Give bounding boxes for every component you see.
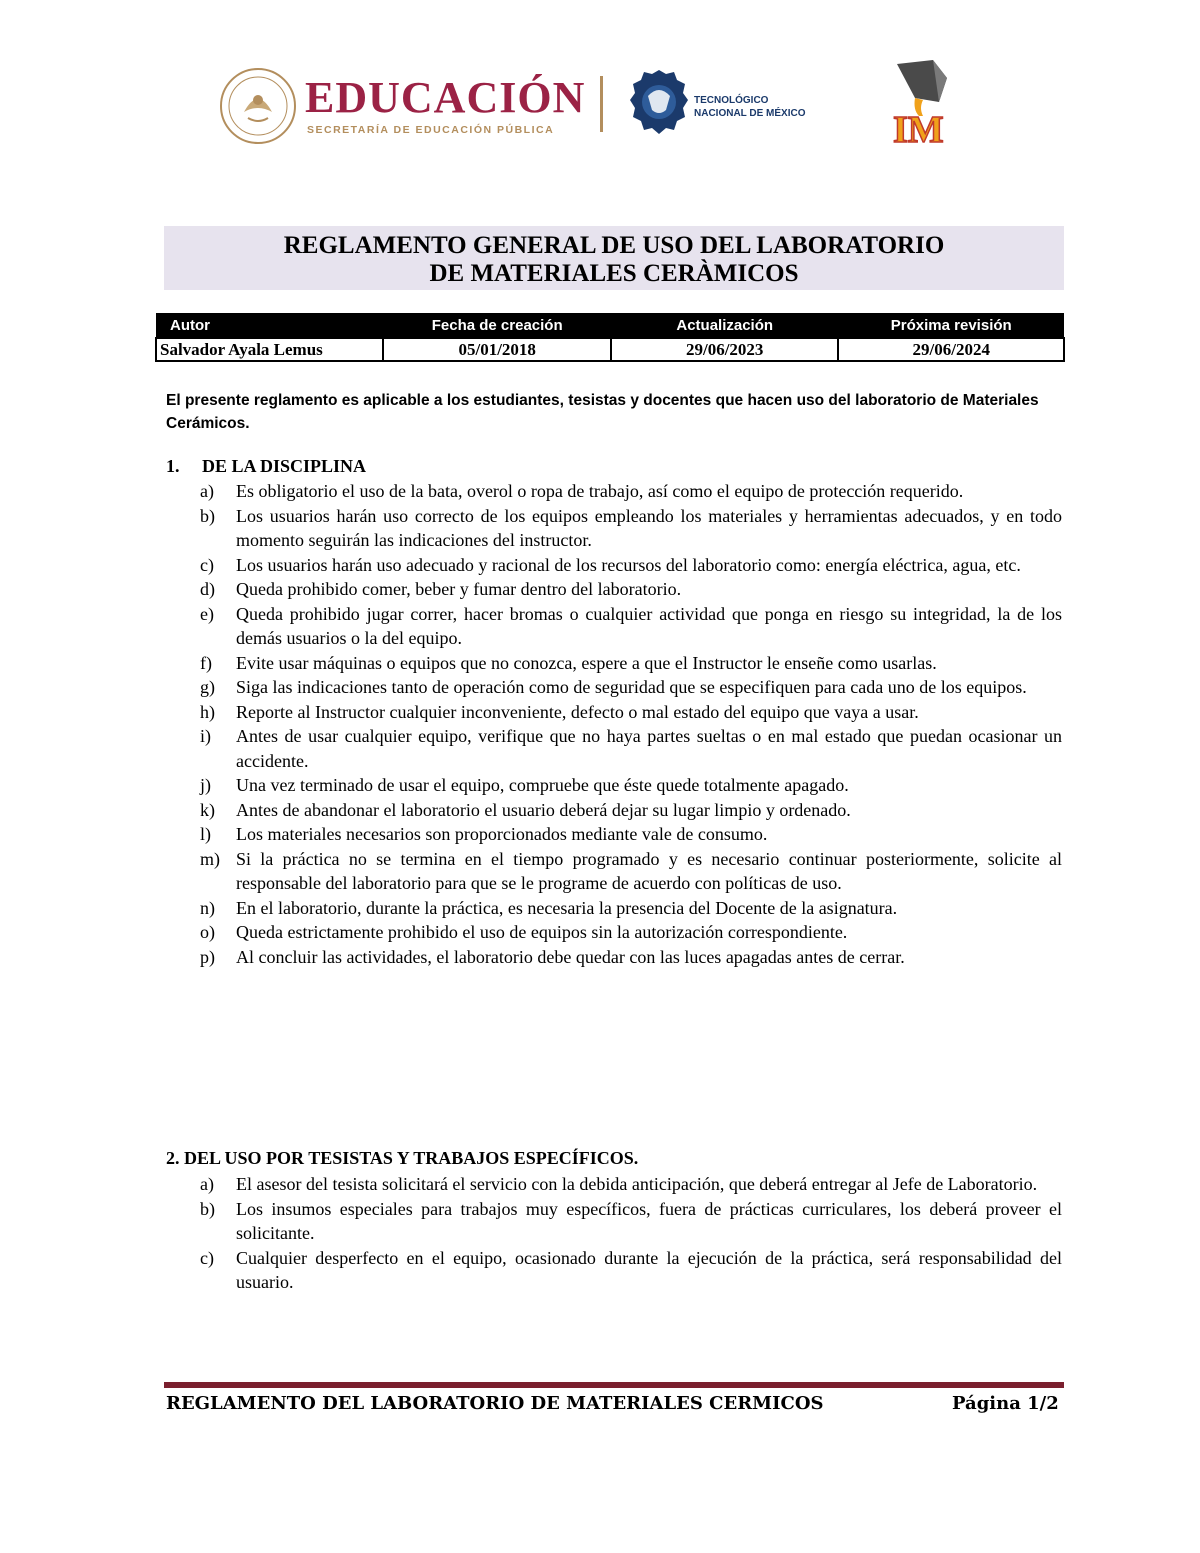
item-label: j) <box>200 775 211 795</box>
list-item <box>200 920 1062 945</box>
item-text: Los insumos especiales para trabajos muy específicos, fuera de prácticas curriculares, los deberá proveer el solicitante. <box>236 1198 1062 1243</box>
footer-title: REGLAMENTO DEL LABORATORIO DE MATERIALES CERMICOS <box>166 1393 824 1414</box>
item-label: a) <box>200 481 214 501</box>
im-department-logo-icon <box>885 58 955 148</box>
section2-heading: 2. DEL USO POR TESISTAS Y TRABAJOS ESPECÍFICOS. <box>166 1148 639 1168</box>
list-item <box>200 822 1062 847</box>
item-label: d) <box>200 579 215 599</box>
list-item <box>200 700 1062 725</box>
section1-title: DE LA DISCIPLINA <box>202 456 367 476</box>
item-text: Antes de usar cualquier equipo, verifique que no haya partes sueltas o en mal estado que puedan ocasionar un accidente. <box>236 726 1062 771</box>
item-text: Queda prohibido jugar correr, hacer bromas o cualquier actividad que ponga en riesgo su integridad, la de los demás usuarios o la del equipo. <box>236 603 1062 648</box>
item-label: n) <box>200 897 215 918</box>
item-text: El asesor del tesista solicitará el servicio con la debida anticipación, que deberá entregar al Jefe de Laboratorio. <box>236 1174 1038 1194</box>
item-text: Antes de abandonar el laboratorio el usuario deberá dejar su lugar limpio y ordenado. <box>236 799 851 820</box>
item-text: Siga las indicaciones tanto de operación como de seguridad que se especifiquen para cada uno de los equipos. <box>236 677 1027 697</box>
footer-divider <box>164 1382 1064 1388</box>
item-text: Reporte al Instructor cualquier inconveniente, defecto o mal estado del equipo que vaya a usar. <box>236 701 919 722</box>
list-item <box>200 773 1062 798</box>
item-text: Queda prohibido comer, beber y fumar dentro del laboratorio. <box>236 579 682 599</box>
item-text: Queda estrictamente prohibido el uso de equipos sin la autorización correspondiente. <box>236 922 848 942</box>
item-label: m) <box>200 848 220 869</box>
mexico-seal-icon <box>218 66 298 146</box>
value-autor: Salvador Ayala Lemus <box>156 338 383 361</box>
header-logos <box>210 58 970 158</box>
header-proxima-revision: Próxima revisión <box>838 313 1064 338</box>
item-label: k) <box>200 799 215 820</box>
item-text: Cualquier desperfecto en el equipo, ocasionado durante la ejecución de la práctica, será responsabilidad del usuario. <box>236 1247 1062 1292</box>
value-actualizacion: 29/06/2023 <box>611 338 839 361</box>
item-label: e) <box>200 603 214 624</box>
metadata-table <box>155 313 1065 362</box>
item-text: Evite usar máquinas o equipos que no conozca, espere a que el Instructor le enseñe como usarlas. <box>236 652 937 673</box>
list-item <box>200 1172 1062 1197</box>
item-label: p) <box>200 946 215 967</box>
section2-list <box>200 1172 1062 1295</box>
list-item <box>200 504 1062 553</box>
list-item <box>200 577 1062 602</box>
list-item <box>200 945 1062 970</box>
item-text: Si la práctica no se termina en el tiempo programado y es necesario continuar posteriormente, solicite al responsable del laboratorio para que se le programe de acuerdo con políticas de uso. <box>236 848 1062 893</box>
list-item <box>200 1246 1062 1295</box>
list-item <box>200 553 1062 578</box>
tecnm-gear-logo-icon <box>628 66 690 146</box>
list-item <box>200 798 1062 823</box>
item-text: Los materiales necesarios son proporcionados mediante vale de consumo. <box>236 824 768 844</box>
svg-text:IM: IM <box>893 109 944 148</box>
page-number: Página 1/2 <box>952 1393 1059 1414</box>
metadata-value-row <box>156 338 1064 361</box>
item-label: f) <box>200 652 212 673</box>
item-label: b) <box>200 1198 215 1219</box>
list-item <box>200 896 1062 921</box>
list-item <box>200 1197 1062 1246</box>
item-label: g) <box>200 677 215 697</box>
header-fecha-creacion: Fecha de creación <box>383 313 610 338</box>
list-item <box>200 479 1062 504</box>
item-text: Los usuarios harán uso correcto de los equipos empleando los materiales y herramientas adecuados, y en todo momento seguirán las indicaciones del instructor. <box>236 505 1062 550</box>
value-proxima-revision: 29/06/2024 <box>838 338 1064 361</box>
section1-heading <box>166 456 366 477</box>
document-title-band <box>164 226 1064 290</box>
list-item <box>200 675 1062 700</box>
document-title-line1: REGLAMENTO GENERAL DE USO DEL LABORATORIO <box>283 232 945 259</box>
tecnm-wordmark <box>694 94 806 120</box>
logo-divider <box>600 76 603 132</box>
section1-number: 1. <box>166 456 180 476</box>
item-text: Es obligatorio el uso de la bata, overol o ropa de trabajo, así como el equipo de protección requerido. <box>236 481 964 501</box>
item-label: c) <box>200 1247 214 1268</box>
value-fecha-creacion: 05/01/2018 <box>383 338 610 361</box>
educacion-wordmark: EDUCACIÓN <box>305 73 586 122</box>
tecnm-line2: NACIONAL DE MÉXICO <box>694 108 806 119</box>
list-item <box>200 847 1062 896</box>
tecnm-line1: TECNOLÓGICO <box>694 95 769 106</box>
list-item <box>200 602 1062 651</box>
document-title-line2: DE MATERIALES CERÀMICOS <box>429 260 799 287</box>
header-autor: Autor <box>156 313 383 338</box>
item-label: h) <box>200 701 215 722</box>
item-label: a) <box>200 1174 214 1194</box>
item-text: Al concluir las actividades, el laboratorio debe quedar con las luces apagadas antes de cerrar. <box>236 946 905 967</box>
item-label: c) <box>200 554 214 575</box>
item-label: i) <box>200 726 211 746</box>
sep-subtitle: SECRETARÍA DE EDUCACIÓN PÚBLICA <box>307 124 555 136</box>
metadata-header-row <box>156 313 1064 338</box>
section1-list <box>200 479 1062 969</box>
item-label: l) <box>200 824 211 844</box>
item-label: o) <box>200 922 215 942</box>
item-text: Una vez terminado de usar el equipo, compruebe que éste quede totalmente apagado. <box>236 775 849 795</box>
list-item <box>200 724 1062 773</box>
intro-paragraph: El presente reglamento es aplicable a los estudiantes, tesistas y docentes que hacen uso del laboratorio de Materiales Cerámicos. <box>166 392 1039 432</box>
item-label: b) <box>200 505 215 526</box>
item-text: Los usuarios harán uso adecuado y racional de los recursos del laboratorio como: energía eléctrica, agua, etc. <box>236 554 1021 575</box>
header-actualizacion: Actualización <box>611 313 839 338</box>
list-item <box>200 651 1062 676</box>
item-text: En el laboratorio, durante la práctica, es necesaria la presencia del Docente de la asignatura. <box>236 897 898 918</box>
